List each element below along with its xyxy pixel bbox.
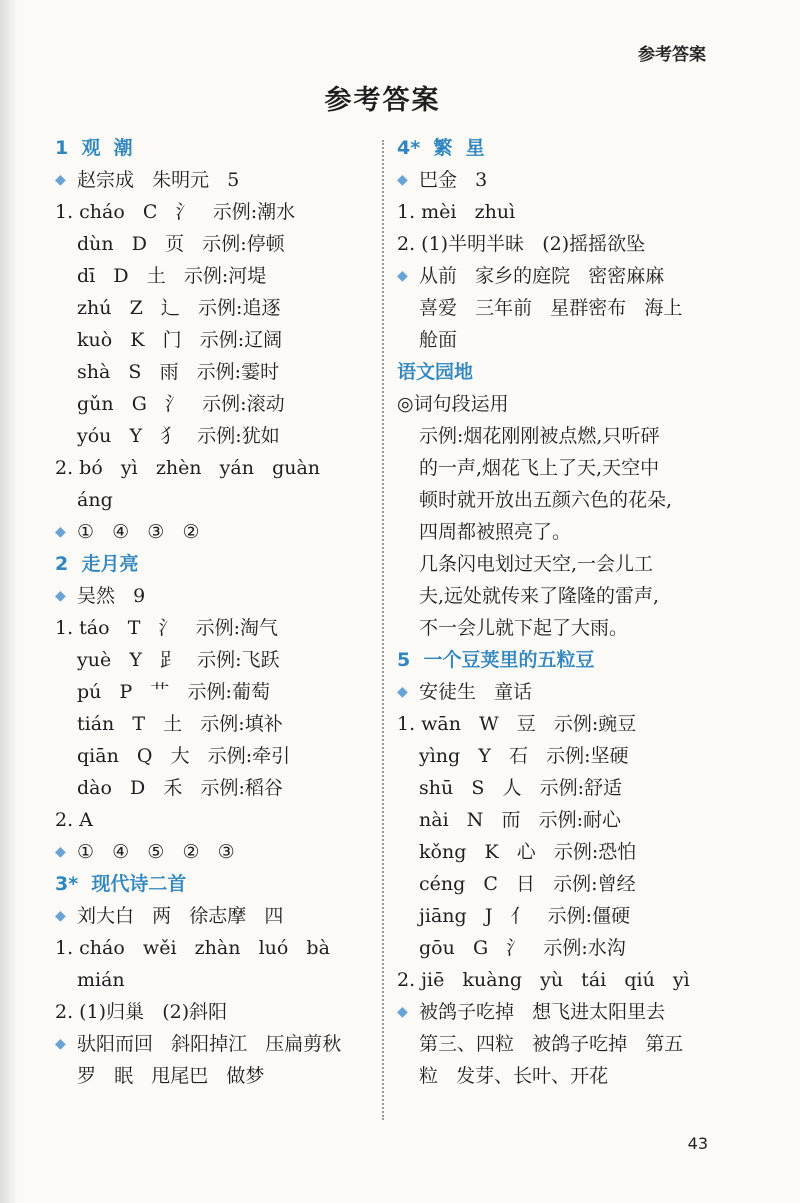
section-heading: 5 一个豆荚里的五粒豆 xyxy=(397,649,595,671)
page-edge-shadow xyxy=(0,0,18,1203)
answer-line: ◆ 赵宗成 朱明元 5 xyxy=(55,164,375,196)
answer-line: 舱面 xyxy=(419,329,458,351)
answer-line: 几条闪电划过天空,一会儿工 xyxy=(419,553,654,575)
answer-line: 2. (1)归巢 (2)斜阳 xyxy=(55,1001,228,1023)
answer-line: 1. cháo C 氵 示例:潮水 xyxy=(55,201,296,223)
answer-line: ◆ 从前 家乡的庭院 密密麻麻 xyxy=(397,260,717,292)
answer-line: gǔn G 氵 示例:滚动 xyxy=(77,393,285,415)
answer-line: dào D 禾 示例:稻谷 xyxy=(77,777,283,799)
page-title: 参考答案 xyxy=(324,85,441,116)
answer-line: ◎词句段运用 xyxy=(397,393,509,415)
answer-line: shà S 雨 示例:霎时 xyxy=(77,361,280,383)
answer-line: 1. wān W 豆 示例:豌豆 xyxy=(397,713,637,735)
answer-line: céng C 日 示例:曾经 xyxy=(419,873,636,895)
answer-line: 示例:烟花刚刚被点燃,只听砰 xyxy=(419,425,660,447)
section-heading: 4* 繁 星 xyxy=(397,137,485,159)
answer-line: 2. bó yì zhèn yán guàn xyxy=(55,457,321,479)
answer-line: ◆ 被鸽子吃掉 想飞进太阳里去 xyxy=(397,996,717,1028)
answer-line: 夫,远处就传来了隆隆的雷声, xyxy=(419,585,660,607)
section-heading: 语文园地 xyxy=(397,361,474,383)
answer-line: yóu Y 犭 示例:犹如 xyxy=(77,425,280,447)
answer-line: kuò K 门 示例:辽阔 xyxy=(77,329,283,351)
answer-line: 1. mèi zhuì xyxy=(397,201,516,223)
section-heading: 2 走月亮 xyxy=(55,553,139,575)
answer-line: ◆ 刘大白 两 徐志摩 四 xyxy=(55,900,375,932)
answer-line: áng xyxy=(77,489,113,511)
answer-line: shū S 人 示例:舒适 xyxy=(419,777,622,799)
right-column xyxy=(397,132,717,1092)
answer-line: gōu G 氵 示例:水沟 xyxy=(419,937,626,959)
answer-line: pú P 艹 示例:葡萄 xyxy=(77,681,270,703)
answer-line: 粒 发芽、长叶、开花 xyxy=(419,1065,609,1087)
answer-line: 四周都被照亮了。 xyxy=(419,521,572,543)
answer-line: 不一会儿就下起了大雨。 xyxy=(419,617,629,639)
left-column xyxy=(55,132,375,1092)
answer-line: 罗 眠 甩尾巴 做梦 xyxy=(77,1065,265,1087)
answer-line: 1. táo T 氵 示例:淘气 xyxy=(55,617,278,639)
answer-line: dùn D 页 示例:停顿 xyxy=(77,233,285,255)
answer-line: 的一声,烟花飞上了天,天空中 xyxy=(419,457,660,479)
answer-line: ◆ 驮阳而回 斜阳掉江 压扁剪秋 xyxy=(55,1028,375,1060)
answer-line: qiān Q 大 示例:牵引 xyxy=(77,745,291,767)
column-divider xyxy=(382,140,384,1120)
answer-line: kǒng K 心 示例:恐怕 xyxy=(419,841,637,863)
section-heading: 1 观 潮 xyxy=(55,137,133,159)
answer-line: 第三、四粒 被鸽子吃掉 第五 xyxy=(419,1033,684,1055)
answer-line: jiāng J 亻 示例:僵硬 xyxy=(419,905,631,927)
answer-line: ◆ ① ④ ③ ② xyxy=(55,516,375,548)
section-heading: 3* 现代诗二首 xyxy=(55,873,187,895)
answer-line: ◆ 安徒生 童话 xyxy=(397,676,717,708)
answer-line: 顿时就开放出五颜六色的花朵, xyxy=(419,489,673,511)
answer-line: zhú Z 辶 示例:追逐 xyxy=(77,297,281,319)
answer-line: ◆ 吴然 9 xyxy=(55,580,375,612)
page-number: 43 xyxy=(687,1134,708,1153)
answer-line: yuè Y 𧾷 示例:飞跃 xyxy=(77,649,280,671)
running-header: 参考答案 xyxy=(638,45,706,65)
answer-line: ◆ 巴金 3 xyxy=(397,164,717,196)
answer-line: yìng Y 石 示例:坚硬 xyxy=(419,745,629,767)
answer-line: 喜爱 三年前 星群密布 海上 xyxy=(419,297,683,319)
answer-line: 2. A xyxy=(55,809,93,831)
answer-line: 2. (1)半明半昧 (2)摇摇欲坠 xyxy=(397,233,646,255)
answer-line: 1. cháo wěi zhàn luó bà xyxy=(55,937,330,959)
answer-line: 2. jiē kuàng yù tái qiú yì xyxy=(397,969,690,991)
answer-line: ◆ ① ④ ⑤ ② ③ xyxy=(55,836,375,868)
answer-line: dī D 土 示例:河堤 xyxy=(77,265,267,287)
answer-line: mián xyxy=(77,969,125,991)
answer-line: nài N 而 示例:耐心 xyxy=(419,809,622,831)
answer-line: tián T 土 示例:填补 xyxy=(77,713,283,735)
